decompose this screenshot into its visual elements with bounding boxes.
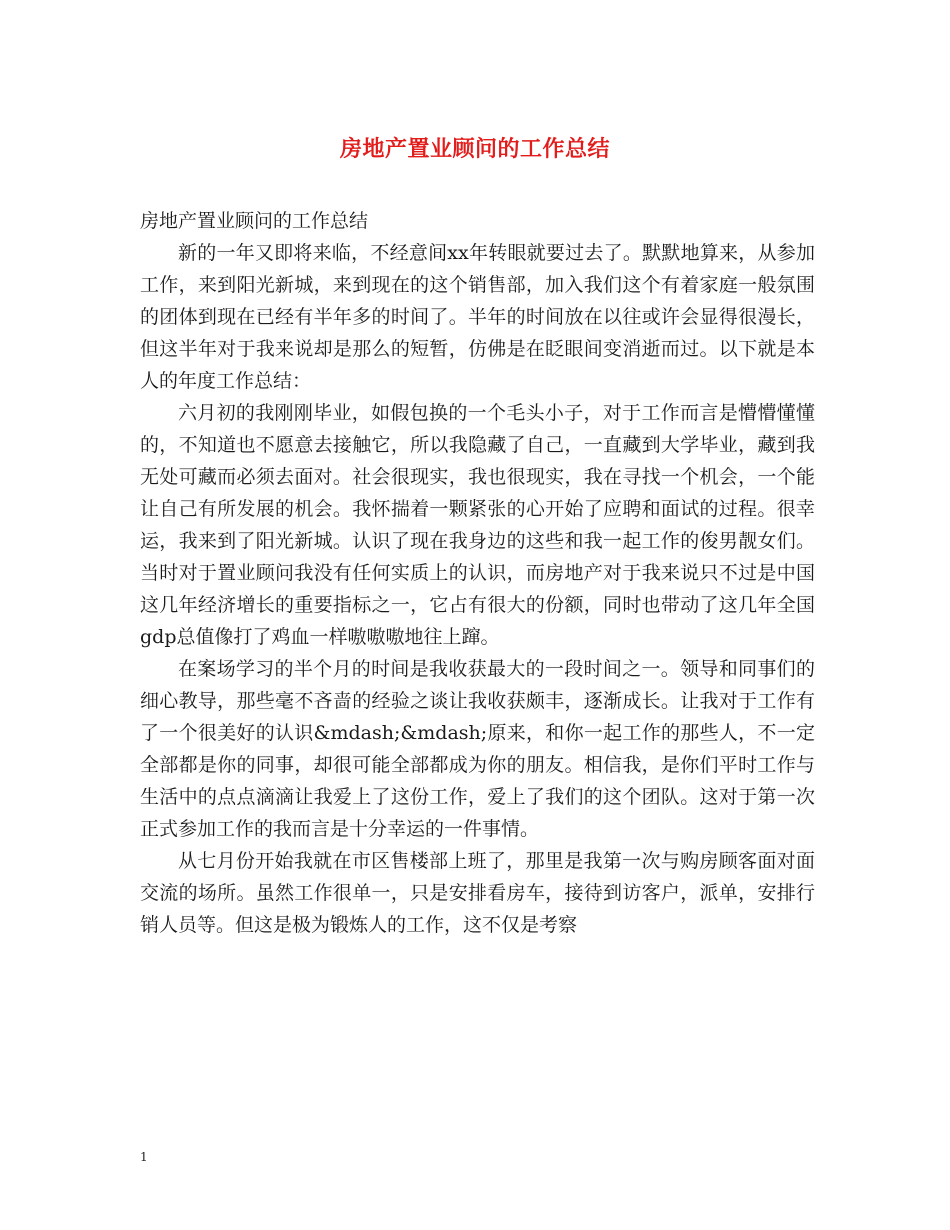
- paragraph-4: 从七月份开始我就在市区售楼部上班了，那里是我第一次与购房顾客面对面交流的场所。虽然工作很单一，只是安排看房车，接待到访客户，派单，安排行销人员等。但这是极为锻炼人的工作，这不仅是考察: [140, 850, 815, 936]
- paragraph-2: 六月初的我刚刚毕业，如假包换的一个毛头小子，对于工作而言是懵懵懂懂的，不知道也不愿意去接触它，所以我隐藏了自己，一直藏到大学毕业，藏到我无处可藏而必须去面对。社会很现实，我也很现实，我在寻找一个机会，一个能让自己有所发展的机会。我怀揣着一颗紧张的心开始了应聘和面试的过程。很幸运，我来到了阳光新城。认识了现在我身边的这些和我一起工作的俊男靓女们。当时对于置业顾问我没有任何实质上的认识，而房地产对于我来说只不过是中国这几年经济增长的重要指标之一，它占有很大的份额，同时也带动了这几年全国gdp总值像打了鸡血一样嗷嗷嗷地往上蹿。: [140, 402, 815, 648]
- document-subtitle: 房地产置业顾问的工作总结: [140, 210, 369, 232]
- page-number: 1: [140, 1150, 148, 1164]
- paragraph-1: 新的一年又即将来临，不经意间xx年转眼就要过去了。默默地算来，从参加工作，来到阳光新城，来到现在的这个销售部，加入我们这个有着家庭一般氛围的团体到现在已经有半年多的时间了。半年的时间放在以往或许会显得很漫长，但这半年对于我来说却是那么的短暂，仿佛是在眨眼间变消逝而过。以下就是本人的年度工作总结：: [140, 242, 815, 392]
- document-body: [140, 205, 815, 941]
- document-title: 房地产置业顾问的工作总结: [339, 136, 610, 162]
- paragraph-3: 在案场学习的半个月的时间是我收获最大的一段时间之一。领导和同事们的细心教导，那些毫不吝啬的经验之谈让我收获颇丰，逐渐成长。让我对于工作有了一个很美好的认识&mdash;&mdash;原来，和你一起工作的那些人，不一定全部都是你的同事，却很可能全部都成为你的朋友。相信我，是你们平时工作与生活中的点点滴滴让我爱上了这份工作，爱上了我们的这个团队。这对于第一次正式参加工作的我而言是十分幸运的一件事情。: [140, 658, 815, 840]
